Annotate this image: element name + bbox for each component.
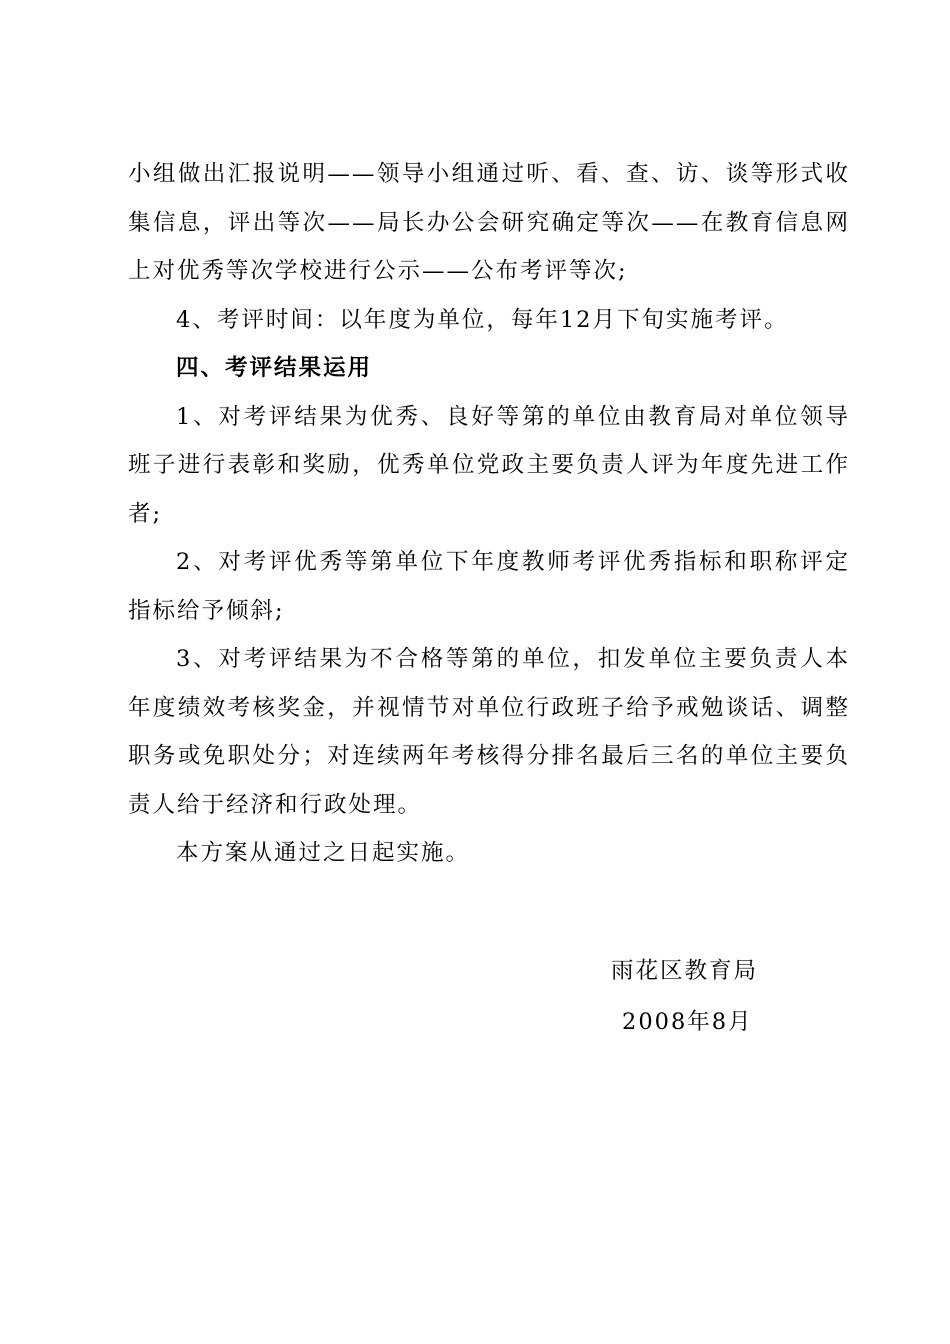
paragraph-evaluation-time: 4、考评时间：以年度为单位，每年12月下旬实施考评。 <box>176 306 789 333</box>
paragraph-procedure-continued: 小组做出汇报说明——领导小组通过听、看、查、访、谈等形式收集信息，评出等次——局长办公会研究确定等次——在教育信息网上对优秀等次学校进行公示——公布考评等次; <box>128 161 850 284</box>
paragraph-effective-statement: 本方案从通过之日起实施。 <box>176 840 471 866</box>
section-heading-results-use: 四、考评结果运用 <box>176 355 373 381</box>
paragraph-result-item-3: 3、对考评结果为不合格等第的单位，扣发单位主要负责人本年度绩效考核奖金，并视情节对单位行政班子给予戒勉谈话、调整职务或免职处分；对连续两年考核得分排名最后三名的单位主要负责人给于经济和行政处理。 <box>128 646 850 818</box>
paragraph-result-item-2: 2、对考评优秀等第单位下年度教师考评优秀指标和职称评定指标给予倾斜; <box>128 549 850 624</box>
signature-date: 2008年8月 <box>622 1009 753 1035</box>
document-body <box>128 150 850 878</box>
paragraph-result-item-1: 1、对考评结果为优秀、良好等第的单位由教育局对单位领导班子进行表彰和奖励，优秀单位党政主要负责人评为年度先进工作者; <box>128 403 850 527</box>
signature-organization: 雨花区教育局 <box>611 958 759 984</box>
